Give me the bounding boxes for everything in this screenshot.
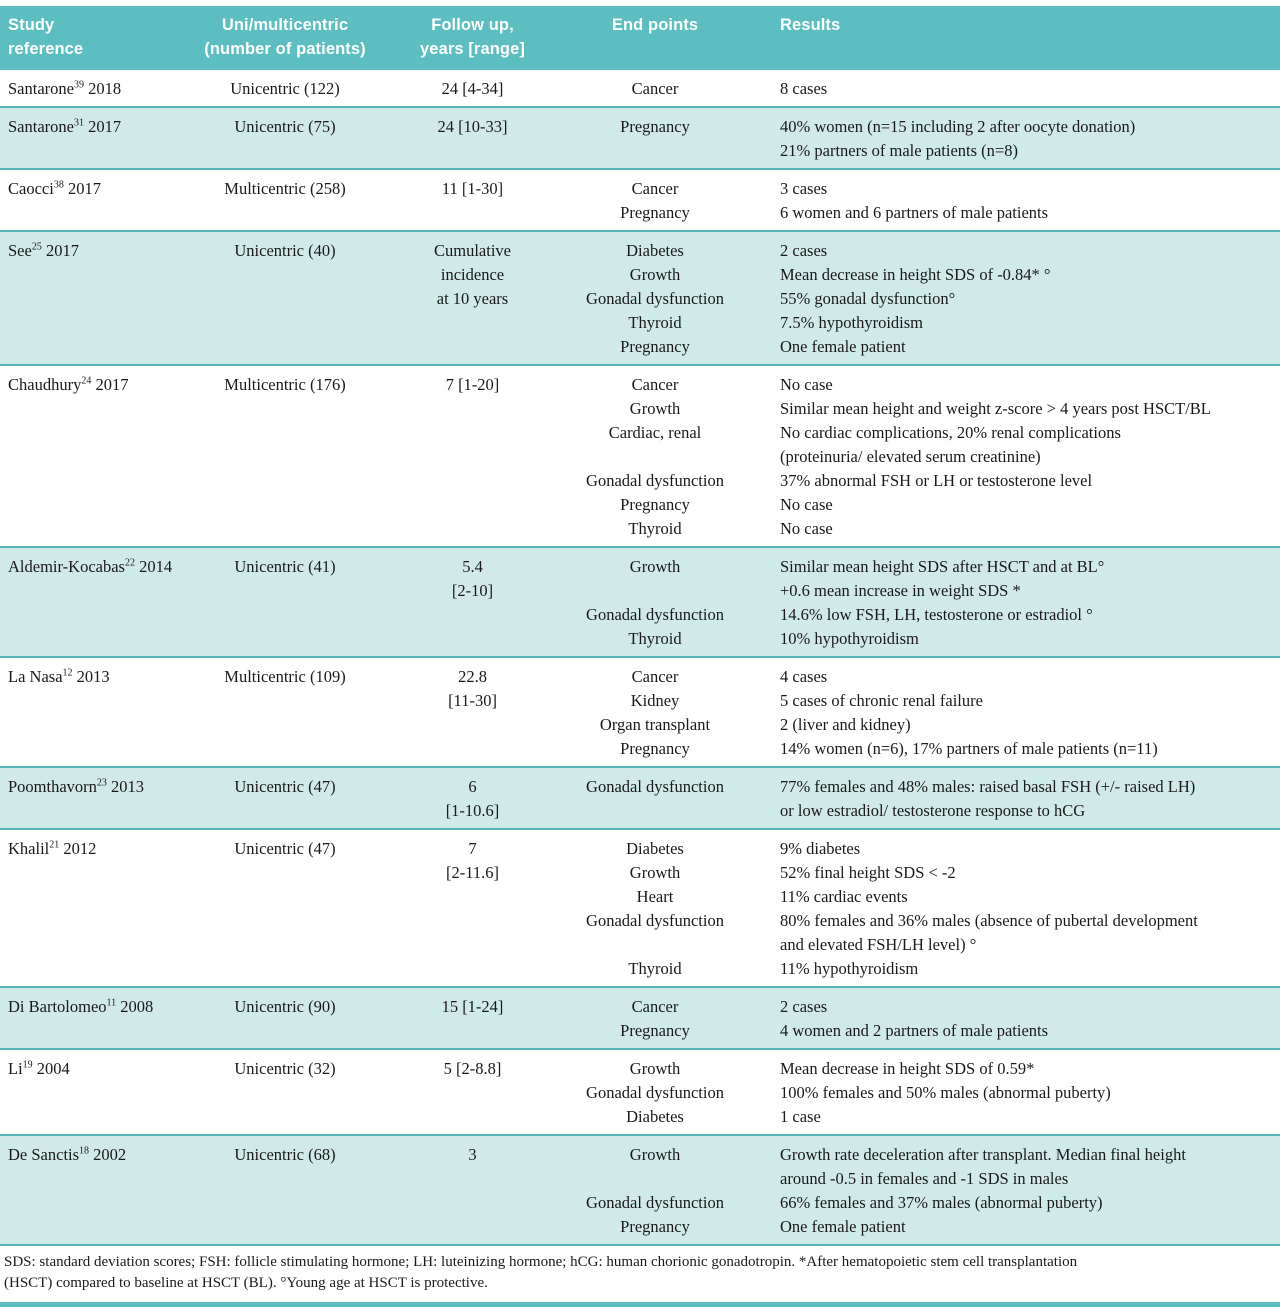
table-row — [0, 70, 1280, 108]
study-year: 2014 — [139, 557, 173, 576]
table-row — [0, 170, 1280, 232]
cell-line: Mean decrease in height SDS of 0.59* — [780, 1059, 1035, 1078]
study-name: Poomthavorn — [8, 777, 97, 796]
cell-line: Multicentric (109) — [224, 667, 346, 686]
endpoints-cell — [565, 658, 745, 766]
endpoints-cell — [565, 108, 745, 168]
endpoints-cell — [565, 830, 745, 986]
cell-line: Unicentric (122) — [230, 79, 340, 98]
cell-line: Gonadal dysfunction — [586, 471, 724, 490]
cell-line: 5 cases of chronic renal failure — [780, 691, 983, 710]
study-year: 2017 — [67, 179, 101, 198]
results-cell — [745, 108, 1280, 168]
cell-line: Growth — [629, 399, 681, 418]
cell-line: Similar mean height and weight z-score > 4 years post HSCT/BL — [780, 399, 1211, 418]
cell-line: Multicentric (176) — [224, 375, 346, 394]
cell-line: Cancer — [631, 179, 679, 198]
study-name: Caocci — [8, 179, 54, 198]
cell-line: 11% hypothyroidism — [780, 959, 919, 978]
cell-line: Unicentric (90) — [234, 997, 336, 1016]
cell-line: 2 (liver and kidney) — [780, 715, 911, 734]
table-row — [0, 1050, 1280, 1136]
cell-line: 9% diabetes — [780, 839, 861, 858]
reference-number: 19 — [22, 1059, 33, 1071]
followup-cell — [380, 548, 565, 656]
study-reference-cell — [0, 232, 190, 364]
followup-cell — [380, 108, 565, 168]
followup-cell — [380, 830, 565, 986]
followup-cell — [380, 1136, 565, 1244]
table-bottom-rule — [0, 1302, 1280, 1307]
cell-line: Cancer — [631, 79, 679, 98]
table-row — [0, 108, 1280, 170]
table-header — [0, 6, 1280, 70]
cell-line: 8 cases — [780, 79, 828, 98]
followup-cell — [380, 988, 565, 1048]
cell-line: Growth — [629, 265, 681, 284]
cell-line: Pregnancy — [620, 1217, 690, 1236]
cell-line: Multicentric (258) — [224, 179, 346, 198]
cell-line — [565, 933, 745, 957]
cell-line: Diabetes — [626, 1107, 684, 1126]
table-row — [0, 548, 1280, 658]
cell-line: Heart — [636, 887, 674, 906]
study-name: See — [8, 241, 32, 260]
cell-line: Pregnancy — [620, 203, 690, 222]
table-row — [0, 232, 1280, 366]
centric-cell — [190, 1136, 380, 1244]
cell-line: (proteinuria/ elevated serum creatinine) — [780, 447, 1041, 466]
study-reference-cell — [0, 108, 190, 168]
study-reference-cell — [0, 170, 190, 230]
table-body — [0, 70, 1280, 1246]
followup-cell — [380, 170, 565, 230]
cell-line: Pregnancy — [620, 495, 690, 514]
cell-line: 52% final height SDS < -2 — [780, 863, 956, 882]
cell-line: 24 [4-34] — [441, 79, 504, 98]
cell-line: Unicentric (47) — [234, 777, 336, 796]
followup-cell — [380, 366, 565, 546]
cell-line: Gonadal dysfunction — [586, 289, 724, 308]
cell-line: 1 case — [780, 1107, 821, 1126]
cell-line: years [range] — [420, 40, 525, 58]
results-cell — [745, 1136, 1280, 1244]
cell-line: 55% gonadal dysfunction° — [780, 289, 956, 308]
header-col-centric — [190, 13, 380, 61]
cell-line: 77% females and 48% males: raised basal FSH (+/- raised LH) — [780, 777, 1196, 796]
cell-line: Gonadal dysfunction — [586, 1083, 724, 1102]
cell-line: Pregnancy — [620, 117, 690, 136]
study-reference-cell — [0, 1136, 190, 1244]
cell-line: Uni/multicentric — [221, 16, 349, 34]
centric-cell — [190, 548, 380, 656]
cell-line: Growth — [629, 557, 681, 576]
endpoints-cell — [565, 1050, 745, 1134]
cell-line: 66% females and 37% males (abnormal puberty) — [780, 1193, 1103, 1212]
cell-line: Cancer — [631, 375, 679, 394]
followup-cell — [380, 1050, 565, 1134]
header-col-endpoints — [565, 13, 745, 61]
cell-line: +0.6 mean increase in weight SDS * — [780, 581, 1021, 600]
cell-line: No case — [780, 519, 833, 538]
cell-line: [2-10] — [451, 581, 494, 600]
cell-line: Cumulative — [434, 241, 511, 260]
endpoints-cell — [565, 1136, 745, 1244]
results-cell — [745, 988, 1280, 1048]
table-row — [0, 366, 1280, 548]
cell-line — [565, 445, 745, 469]
results-cell — [745, 1050, 1280, 1134]
study-name: Chaudhury — [8, 375, 82, 394]
centric-cell — [190, 232, 380, 364]
centric-cell — [190, 70, 380, 106]
cell-line: Diabetes — [626, 241, 684, 260]
study-reference-cell — [0, 366, 190, 546]
reference-number: 39 — [73, 79, 84, 91]
study-year: 2012 — [63, 839, 97, 858]
cell-line: Pregnancy — [620, 337, 690, 356]
cell-line: Results — [780, 16, 841, 34]
cell-line: Kidney — [630, 691, 680, 710]
cell-line — [565, 1167, 745, 1191]
followup-cell — [380, 768, 565, 828]
table-row — [0, 830, 1280, 988]
table-row — [0, 768, 1280, 830]
cell-line: Gonadal dysfunction — [586, 605, 724, 624]
endpoints-cell — [565, 768, 745, 828]
cell-line: and elevated FSH/LH level) ° — [780, 935, 977, 954]
reference-number: 22 — [124, 557, 135, 569]
study-reference-cell — [0, 1050, 190, 1134]
study-reference-cell — [0, 658, 190, 766]
cell-line: 3 — [468, 1145, 477, 1164]
cell-line: Diabetes — [626, 839, 684, 858]
centric-cell — [190, 1050, 380, 1134]
header-col-study — [0, 13, 190, 61]
study-reference-cell — [0, 768, 190, 828]
results-cell — [745, 768, 1280, 828]
study-name: Santarone — [8, 117, 74, 136]
cell-line: 24 [10-33] — [437, 117, 508, 136]
results-cell — [745, 70, 1280, 106]
followup-cell — [380, 232, 565, 364]
endpoints-cell — [565, 366, 745, 546]
cell-line: Pregnancy — [620, 1021, 690, 1040]
cell-line: No case — [780, 495, 833, 514]
cell-line: [11-30] — [448, 691, 497, 710]
centric-cell — [190, 366, 380, 546]
cell-line: 11 [1-30] — [441, 179, 504, 198]
cell-line: Growth rate deceleration after transplant. Median final height — [780, 1145, 1186, 1164]
endpoints-cell — [565, 170, 745, 230]
cell-line: Unicentric (41) — [234, 557, 336, 576]
cell-line: 14% women (n=6), 17% partners of male patients (n=11) — [780, 739, 1158, 758]
cell-line: End points — [611, 16, 699, 34]
cell-line: 14.6% low FSH, LH, testosterone or estradiol ° — [780, 605, 1093, 624]
cell-line: SDS: standard deviation scores; FSH: follicle stimulating hormone; LH: luteinizing hormone; hCG: human chorionic gonadotropin. *After hematopoietic stem cell transplantation — [4, 1254, 1078, 1270]
reference-number: 11 — [106, 997, 117, 1009]
header-col-results — [745, 13, 1280, 61]
study-name: Santarone — [8, 79, 74, 98]
cell-line: Unicentric (32) — [234, 1059, 336, 1078]
followup-cell — [380, 658, 565, 766]
cell-line: Thyroid — [628, 629, 682, 648]
cell-line: Unicentric (75) — [234, 117, 336, 136]
study-name: De Sanctis — [8, 1145, 80, 1164]
cell-line: 21% partners of male patients (n=8) — [780, 141, 1018, 160]
study-name: Aldemir-Kocabas — [8, 557, 125, 576]
study-year: 2017 — [45, 241, 79, 260]
cell-line: Pregnancy — [620, 739, 690, 758]
reference-number: 38 — [53, 179, 64, 191]
cell-line: 15 [1-24] — [441, 997, 504, 1016]
cell-line: Follow up, — [431, 16, 514, 34]
study-name: Di Bartolomeo — [8, 997, 107, 1016]
cell-line: Unicentric (47) — [234, 839, 336, 858]
header-col-followup — [380, 13, 565, 61]
cell-line: incidence — [440, 265, 505, 284]
cell-line: (number of patients) — [204, 40, 366, 58]
cell-line: Cancer — [631, 667, 679, 686]
study-reference-cell — [0, 988, 190, 1048]
reference-number: 12 — [62, 667, 73, 679]
cell-line: Thyroid — [628, 959, 682, 978]
reference-number: 21 — [49, 839, 60, 851]
cell-line: Gonadal dysfunction — [586, 1193, 724, 1212]
study-reference-cell — [0, 830, 190, 986]
cell-line: 2 cases — [780, 997, 828, 1016]
study-year: 2008 — [120, 997, 154, 1016]
followup-cell — [380, 70, 565, 106]
cell-line: Cancer — [631, 997, 679, 1016]
results-cell — [745, 830, 1280, 986]
table-footnote — [0, 1246, 1280, 1302]
centric-cell — [190, 170, 380, 230]
cell-line: Gonadal dysfunction — [586, 911, 724, 930]
cell-line: One female patient — [780, 337, 906, 356]
table-row — [0, 988, 1280, 1050]
cell-line: 37% abnormal FSH or LH or testosterone level — [780, 471, 1093, 490]
study-reference-cell — [0, 548, 190, 656]
cell-line: Unicentric (68) — [234, 1145, 336, 1164]
cell-line: 2 cases — [780, 241, 828, 260]
cell-line: 4 cases — [780, 667, 828, 686]
cell-line: Cardiac, renal — [608, 423, 702, 442]
cell-line: 80% females and 36% males (absence of pubertal development — [780, 911, 1198, 930]
endpoints-cell — [565, 988, 745, 1048]
cell-line: 22.8 — [458, 667, 487, 686]
cell-line: 100% females and 50% males (abnormal puberty) — [780, 1083, 1111, 1102]
cell-line: No cardiac complications, 20% renal complications — [780, 423, 1121, 442]
cell-line: 5 [2-8.8] — [443, 1059, 502, 1078]
results-cell — [745, 366, 1280, 546]
cell-line: (HSCT) compared to baseline at HSCT (BL). °Young age at HSCT is protective. — [4, 1275, 488, 1291]
centric-cell — [190, 108, 380, 168]
cell-line: Mean decrease in height SDS of -0.84* ° — [780, 265, 1051, 284]
reference-number: 24 — [81, 375, 92, 387]
study-year: 2018 — [88, 79, 122, 98]
endpoints-cell — [565, 70, 745, 106]
cell-line: 3 cases — [780, 179, 828, 198]
reference-number: 31 — [73, 117, 84, 129]
reference-number: 18 — [79, 1145, 90, 1157]
cell-line: 6 — [468, 777, 477, 796]
study-year: 2002 — [93, 1145, 127, 1164]
table-row — [0, 658, 1280, 768]
cell-line: 7 [1-20] — [445, 375, 500, 394]
results-cell — [745, 548, 1280, 656]
study-year: 2004 — [36, 1059, 70, 1078]
results-cell — [745, 232, 1280, 364]
cell-line: 7.5% hypothyroidism — [780, 313, 923, 332]
cell-line — [565, 579, 745, 603]
cell-line: Growth — [629, 1145, 681, 1164]
cell-line: 10% hypothyroidism — [780, 629, 919, 648]
cell-line: or low estradiol/ testosterone response to hCG — [780, 801, 1086, 820]
table-row — [0, 1136, 1280, 1246]
cell-line: Thyroid — [628, 313, 682, 332]
cell-line: Similar mean height SDS after HSCT and at BL° — [780, 557, 1105, 576]
centric-cell — [190, 988, 380, 1048]
results-cell — [745, 170, 1280, 230]
study-year: 2013 — [76, 667, 110, 686]
cell-line: reference — [8, 40, 84, 58]
cell-line: [1-10.6] — [445, 801, 500, 820]
cell-line: [2-11.6] — [446, 863, 499, 882]
cell-line: 6 women and 6 partners of male patients — [780, 203, 1049, 222]
cell-line: Growth — [629, 1059, 681, 1078]
cell-line: One female patient — [780, 1217, 906, 1236]
study-name: Li — [8, 1059, 23, 1078]
study-name: La Nasa — [8, 667, 63, 686]
cell-line: Unicentric (40) — [234, 241, 336, 260]
cell-line: No case — [780, 375, 833, 394]
cell-line: Study — [8, 16, 55, 34]
cell-line: 40% women (n=15 including 2 after oocyte donation) — [780, 117, 1136, 136]
study-name: Khalil — [8, 839, 50, 858]
study-year: 2013 — [111, 777, 145, 796]
cell-line: Organ transplant — [599, 715, 711, 734]
cell-line: 4 women and 2 partners of male patients — [780, 1021, 1049, 1040]
cell-line: Thyroid — [628, 519, 682, 538]
cell-line: around -0.5 in females and -1 SDS in males — [780, 1169, 1069, 1188]
study-year: 2017 — [88, 117, 122, 136]
study-reference-cell — [0, 70, 190, 106]
centric-cell — [190, 768, 380, 828]
study-year: 2017 — [95, 375, 129, 394]
cell-line: 7 — [468, 839, 477, 858]
endpoints-cell — [565, 232, 745, 364]
cell-line: 11% cardiac events — [780, 887, 908, 906]
cell-line: at 10 years — [436, 289, 509, 308]
results-cell — [745, 658, 1280, 766]
centric-cell — [190, 658, 380, 766]
reference-number: 25 — [31, 241, 42, 253]
endpoints-cell — [565, 548, 745, 656]
cell-line: Gonadal dysfunction — [586, 777, 724, 796]
centric-cell — [190, 830, 380, 986]
reference-number: 23 — [96, 777, 107, 789]
cell-line: 5.4 — [462, 557, 483, 576]
cell-line: Growth — [629, 863, 681, 882]
